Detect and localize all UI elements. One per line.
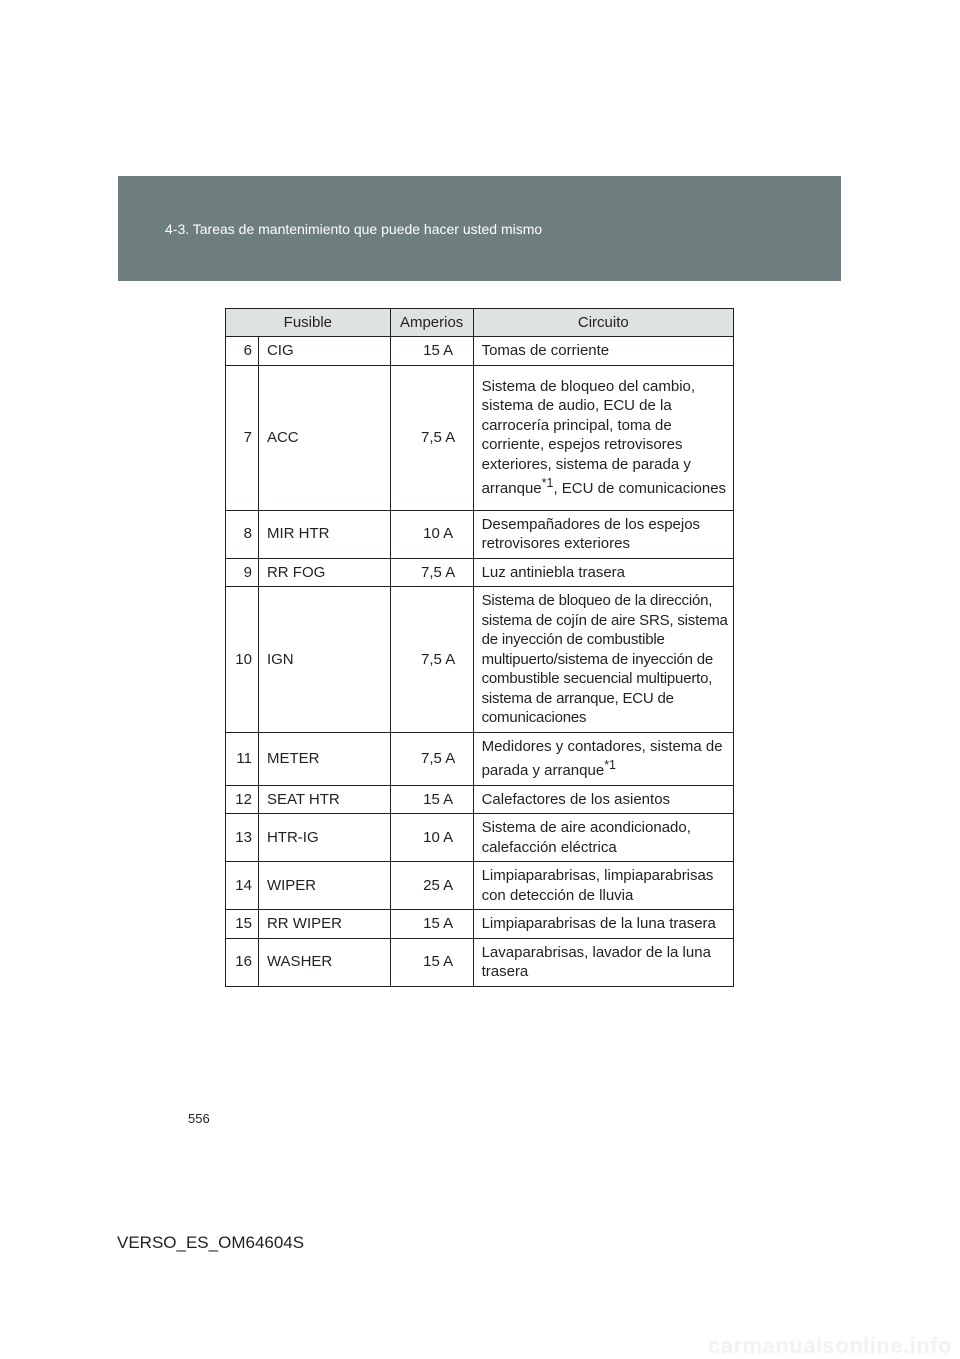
section-header-band: [118, 176, 841, 281]
fuse-amps: 15 A: [390, 785, 473, 814]
table-row: [226, 732, 734, 785]
fuse-name: HTR-IG: [258, 814, 390, 862]
fuse-name: WASHER: [258, 938, 390, 986]
fuse-name: RR FOG: [258, 558, 390, 587]
fuse-amps: 7,5 A: [390, 732, 473, 785]
fuse-name: ACC: [258, 365, 390, 510]
fuse-name: CIG: [258, 337, 390, 366]
fuse-circuit: Luz antiniebla trasera: [473, 558, 733, 587]
fuse-number: 8: [226, 510, 259, 558]
table-header-row: [226, 309, 734, 337]
fuse-number: 6: [226, 337, 259, 366]
watermark: carmanualsonline.info: [708, 1333, 952, 1358]
fuse-amps: 10 A: [390, 510, 473, 558]
fuse-circuit: Limpiaparabrisas de la luna trasera: [473, 910, 733, 939]
circuit-text: Medidores y contadores, sistema de parada y arranque: [481, 737, 723, 779]
fuse-number: 16: [226, 938, 259, 986]
footnote-marker: *1: [604, 758, 617, 772]
table-row: [226, 938, 734, 986]
header-fusible: Fusible: [226, 309, 391, 337]
table-row: [226, 337, 734, 366]
table-row: [226, 510, 734, 558]
fuse-amps: 25 A: [390, 862, 473, 910]
fuse-name: METER: [258, 732, 390, 785]
fuse-name: RR WIPER: [258, 910, 390, 939]
fuse-table-body: [226, 337, 734, 987]
document-code: VERSO_ES_OM64604S: [117, 1233, 305, 1252]
table-row: [226, 365, 734, 510]
fuse-number: 11: [226, 732, 259, 785]
fuse-name: IGN: [258, 587, 390, 733]
fuse-amps: 10 A: [390, 814, 473, 862]
fuse-number: 13: [226, 814, 259, 862]
circuit-text-cont: , ECU de comunicaciones: [553, 480, 727, 497]
fuse-number: 14: [226, 862, 259, 910]
fuse-amps: 15 A: [390, 337, 473, 366]
header-circuito: Circuito: [473, 309, 733, 337]
table-row: [226, 910, 734, 939]
fuse-table: [225, 308, 734, 987]
circuit-text: Sistema de bloqueo del cambio, sistema de audio, ECU de la carrocería principal, toma de corriente, espejos retrovisores exteriores, sistema de parada y arranque: [481, 377, 696, 497]
section-title: 4-3. Tareas de mantenimiento que puede hacer usted mismo: [165, 221, 543, 237]
fuse-amps: 7,5 A: [390, 558, 473, 587]
fuse-circuit: Tomas de corriente: [473, 337, 733, 366]
table-row: [226, 814, 734, 862]
fuse-number: 9: [226, 558, 259, 587]
fuse-name: SEAT HTR: [258, 785, 390, 814]
fuse-amps: 15 A: [390, 910, 473, 939]
fuse-number: 12: [226, 785, 259, 814]
fuse-number: 15: [226, 910, 259, 939]
fuse-circuit: Desempañadores de los espejos retrovisores exteriores: [473, 510, 733, 558]
page-number: 556: [188, 1111, 210, 1126]
fuse-amps: 15 A: [390, 938, 473, 986]
fuse-amps: 7,5 A: [390, 587, 473, 733]
fuse-amps: 7,5 A: [390, 365, 473, 510]
fuse-circuit: Sistema de bloqueo de la dirección, sistema de cojín de aire SRS, sistema de inyección de combustible multipuerto/sistema de inyección de combustible secuencial multipuerto, sistema de arranque, ECU de comunicaciones: [473, 587, 733, 733]
fuse-circuit: Sistema de aire acondicionado, calefacción eléctrica: [473, 814, 733, 862]
table-row: [226, 785, 734, 814]
header-amperios: Amperios: [390, 309, 473, 337]
fuse-number: 10: [226, 587, 259, 733]
fuse-circuit: [473, 732, 733, 785]
fuse-circuit: Lavaparabrisas, lavador de la luna trasera: [473, 938, 733, 986]
fuse-circuit: Calefactores de los asientos: [473, 785, 733, 814]
table-row: [226, 862, 734, 910]
footnote-marker: *1: [541, 476, 554, 490]
table-row: [226, 587, 734, 733]
table-row: [226, 558, 734, 587]
fuse-circuit: Limpiaparabrisas, limpiaparabrisas con detección de lluvia: [473, 862, 733, 910]
fuse-number: 7: [226, 365, 259, 510]
fuse-name: WIPER: [258, 862, 390, 910]
fuse-name: MIR HTR: [258, 510, 390, 558]
fuse-circuit: [473, 365, 733, 510]
